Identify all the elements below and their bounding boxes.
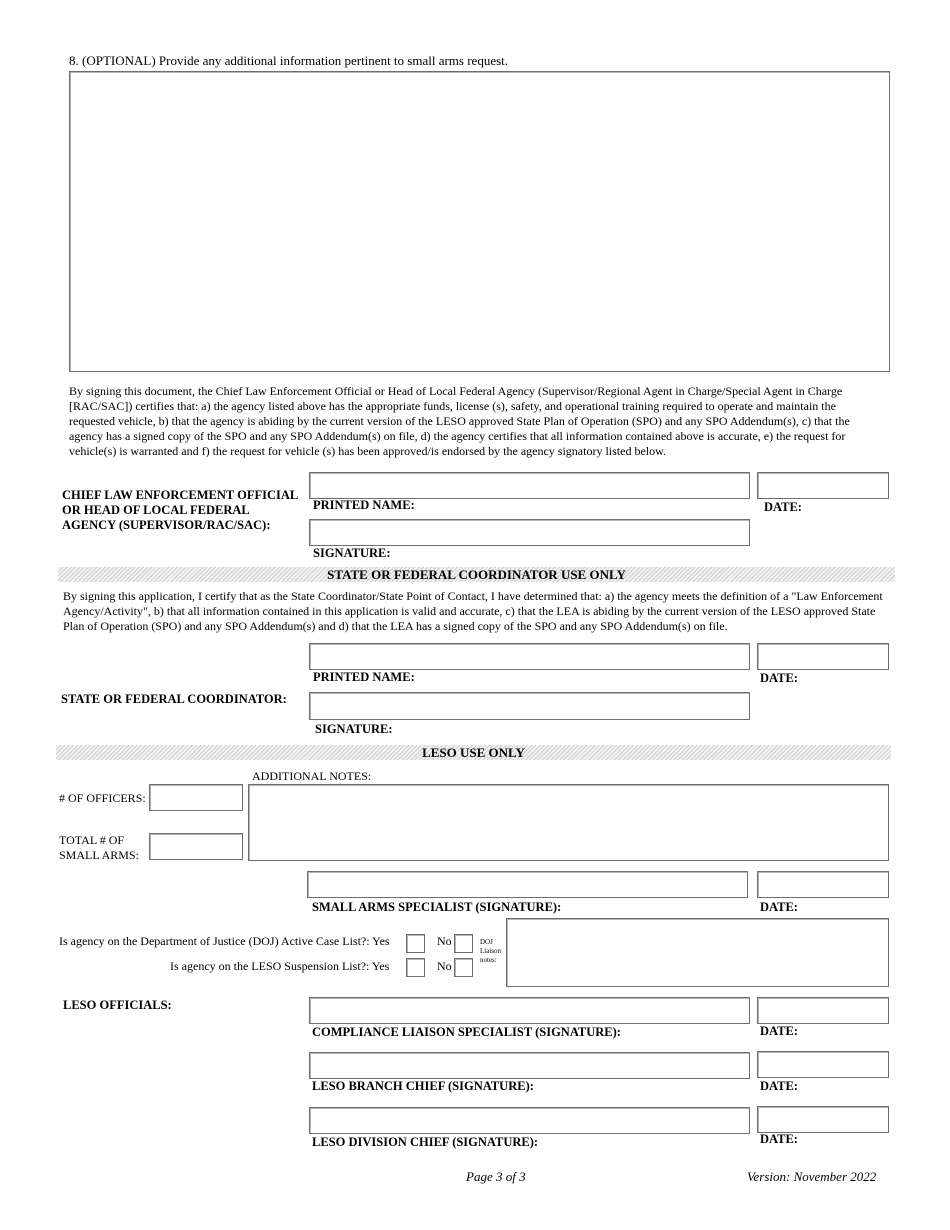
division-chief-signature-field[interactable] <box>309 1107 750 1134</box>
doj-notes-label-line2: Liaison <box>480 947 501 955</box>
doj-notes-label-line3: notes: <box>480 956 497 964</box>
official-printed-name-field[interactable] <box>309 472 750 499</box>
official-signature-field[interactable] <box>309 519 750 546</box>
specialist-date-label: DATE: <box>760 900 798 914</box>
total-arms-label-line2: SMALL ARMS: <box>59 848 139 862</box>
doj-no-checkbox[interactable] <box>454 934 473 953</box>
additional-notes-label: ADDITIONAL NOTES: <box>252 769 372 783</box>
leso-officials-label: LESO OFFICIALS: <box>63 998 172 1012</box>
total-arms-field[interactable] <box>149 833 243 860</box>
official-signature-label: SIGNATURE: <box>313 546 391 560</box>
official-label-line3: AGENCY (SUPERVISOR/RAC/SAC): <box>62 518 271 532</box>
branch-chief-date-field[interactable] <box>757 1051 889 1078</box>
branch-chief-signature-field[interactable] <box>309 1052 750 1079</box>
version-label: Version: November 2022 <box>747 1169 877 1184</box>
official-label-line1: CHIEF LAW ENFORCEMENT OFFICIAL <box>62 488 299 502</box>
total-arms-label-line1: TOTAL # OF <box>59 833 125 847</box>
compliance-date-label: DATE: <box>760 1024 798 1038</box>
q8-textarea[interactable] <box>69 71 890 372</box>
coordinator-date-label: DATE: <box>760 671 798 685</box>
doj-question: Is agency on the Department of Justice (DOJ) Active Case List?: Yes <box>59 934 390 948</box>
official-date-label: DATE: <box>764 500 802 514</box>
coordinator-certification-text: By signing this application, I certify that as the State Coordinator/State Point of Contact, I have determined that: a) the agency meets the definition of a "Law Enforcement Agency/Activity", b) that all information contained in this application is valid and accurate, c) that the LEA is abiding by the current version of the LESO approved State Plan of Operation (SPO) and any SPO Addendum(s) and d) that the LEA has a signed copy of the SPO and any SPO Addendum(s) on file. <box>63 589 883 633</box>
division-chief-date-label: DATE: <box>760 1132 798 1146</box>
compliance-signature-label: COMPLIANCE LIAISON SPECIALIST (SIGNATURE): <box>312 1025 621 1039</box>
doj-yes-checkbox[interactable] <box>406 934 425 953</box>
coordinator-printed-name-field[interactable] <box>309 643 750 670</box>
suspension-yes-checkbox[interactable] <box>406 958 425 977</box>
specialist-signature-field[interactable] <box>307 871 748 898</box>
compliance-signature-field[interactable] <box>309 997 750 1024</box>
doj-no-label: No <box>437 934 452 948</box>
doj-liaison-notes-field[interactable] <box>506 918 889 987</box>
specialist-signature-label: SMALL ARMS SPECIALIST (SIGNATURE): <box>312 900 562 914</box>
additional-notes-field[interactable] <box>248 784 889 861</box>
page-number: Page 3 of 3 <box>466 1169 526 1184</box>
suspension-question: Is agency on the LESO Suspension List?: Yes <box>170 959 390 973</box>
officers-label: # OF OFFICERS: <box>59 791 146 805</box>
leso-banner: LESO USE ONLY <box>56 745 891 760</box>
coordinator-date-field[interactable] <box>757 643 889 670</box>
branch-chief-date-label: DATE: <box>760 1079 798 1093</box>
q8-label: 8. (OPTIONAL) Provide any additional information pertinent to small arms request. <box>69 53 509 68</box>
official-printed-name-label: PRINTED NAME: <box>313 498 415 512</box>
specialist-date-field[interactable] <box>757 871 889 898</box>
coordinator-role-label: STATE OR FEDERAL COORDINATOR: <box>61 692 287 706</box>
officers-field[interactable] <box>149 784 243 811</box>
official-label-line2: OR HEAD OF LOCAL FEDERAL <box>62 503 250 517</box>
suspension-no-label: No <box>437 959 452 973</box>
compliance-date-field[interactable] <box>757 997 889 1024</box>
coordinator-printed-name-label: PRINTED NAME: <box>313 670 415 684</box>
division-chief-date-field[interactable] <box>757 1106 889 1133</box>
branch-chief-signature-label: LESO BRANCH CHIEF (SIGNATURE): <box>312 1079 534 1093</box>
coordinator-signature-field[interactable] <box>309 692 750 720</box>
suspension-no-checkbox[interactable] <box>454 958 473 977</box>
official-date-field[interactable] <box>757 472 889 499</box>
coordinator-banner: STATE OR FEDERAL COORDINATOR USE ONLY <box>58 567 895 582</box>
division-chief-signature-label: LESO DIVISION CHIEF (SIGNATURE): <box>312 1135 539 1149</box>
doj-notes-label-line1: DOJ <box>480 938 493 946</box>
coordinator-signature-label: SIGNATURE: <box>315 722 393 736</box>
agency-certification-text: By signing this document, the Chief Law Enforcement Official or Head of Local Federal Agency (Supervisor/Regional Agent in Charge/Special Agent in Charge [RAC/SAC]) certifies that: a) the agency listed above has the appropriate funds, license (s), safety, and operational training required to operate and maintain the requested vehicle, b) that the agency is abiding by the current version of the LESO approved State Plan of Operation (SPO) and any SPO Addendum(s), c) that the agency has a signed copy of the SPO and any SPO Addendum(s) on file, d) the agency certifies that all information contained above is accurate, e) the request for vehicle(s) is warranted and f) the request for vehicle (s) has been approved/is endorsed by the agency signatory listed below. <box>69 384 850 458</box>
